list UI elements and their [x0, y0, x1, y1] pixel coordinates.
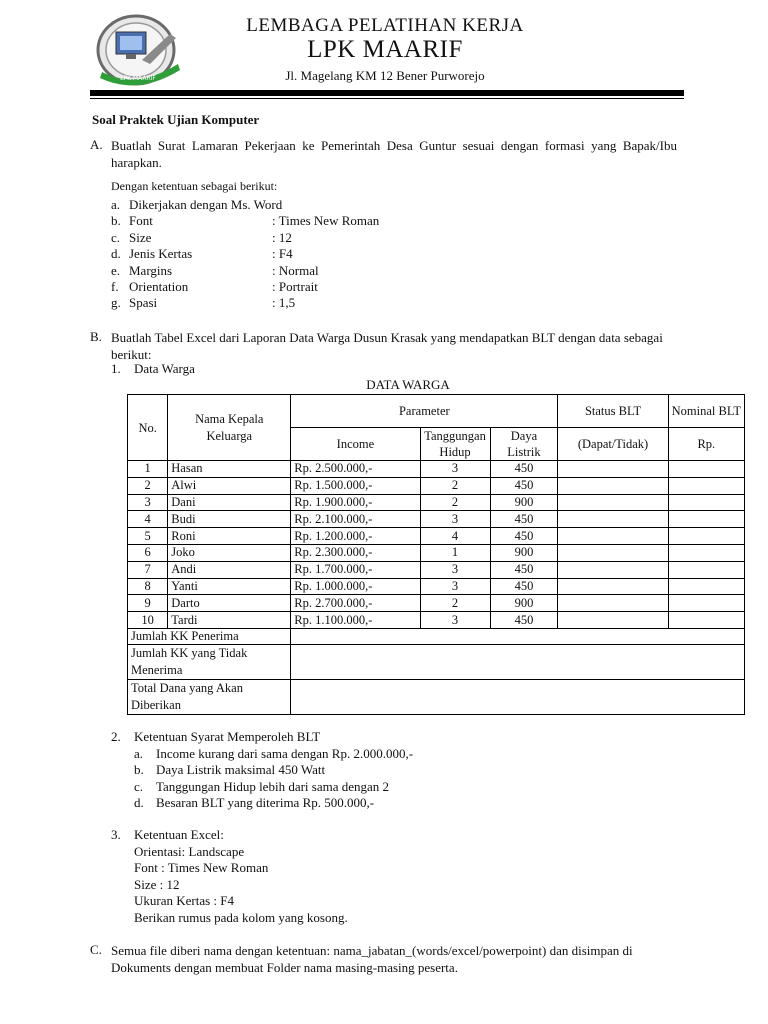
b-item2-entry-letter: c. [134, 778, 144, 794]
cell-daya: 900 [490, 595, 558, 612]
footer-penerima-value [291, 628, 745, 644]
section-b-letter: B. [90, 329, 102, 344]
cell-nama: Yanti [168, 578, 291, 595]
cell-nominal [668, 578, 744, 595]
cell-no: 8 [128, 578, 168, 595]
section-a-item-label: Spasi [129, 295, 158, 311]
header-parameter: Parameter [291, 395, 558, 428]
cell-nama: Dani [168, 494, 291, 511]
b-item2-entry [134, 794, 534, 811]
cell-nama: Darto [168, 595, 291, 612]
cell-income: Rp. 1.000.000,- [291, 578, 420, 595]
table-row [128, 595, 745, 612]
section-a-item [111, 278, 411, 295]
lpk-logo [92, 12, 188, 88]
cell-status [558, 612, 668, 629]
header-tanggungan: Tanggungan Hidup [420, 428, 490, 461]
section-a-item-value: : F4 [272, 246, 293, 262]
b-item3-line: Berikan rumus pada kolom yang kosong. [134, 909, 348, 925]
footer-total-dana: Total Dana yang Akan Diberikan [128, 679, 291, 714]
cell-tanggungan: 2 [420, 595, 490, 612]
data-warga-table [127, 394, 745, 715]
cell-nominal [668, 561, 744, 578]
table-row [128, 477, 745, 494]
cell-daya: 450 [490, 477, 558, 494]
cell-status [558, 494, 668, 511]
b-item2-entry [134, 745, 534, 762]
cell-tanggungan: 3 [420, 561, 490, 578]
cell-status [558, 578, 668, 595]
cell-status [558, 511, 668, 528]
section-a-item-value: : Portrait [272, 279, 318, 294]
cell-nama: Roni [168, 528, 291, 545]
b-item2-label: Ketentuan Syarat Memperoleh BLT [134, 729, 321, 744]
cell-no: 6 [128, 544, 168, 561]
cell-income: Rp. 1.500.000,- [291, 477, 420, 494]
section-a-text: Buatlah Surat Lamaran Pekerjaan ke Pemerintah Desa Guntur sesuai dengan formasi yang Bapak/Ibu harapkan. [111, 138, 677, 170]
table-row [128, 461, 745, 478]
cell-nama: Alwi [168, 477, 291, 494]
section-a-item-label: Font [129, 213, 153, 229]
cell-status [558, 561, 668, 578]
header-nominal: Nominal BLT [668, 395, 744, 428]
header-no: No. [128, 395, 168, 461]
table-row [128, 528, 745, 545]
cell-daya: 450 [490, 612, 558, 629]
cell-nominal [668, 528, 744, 545]
section-a-intro: Dengan ketentuan sebagai berikut: [111, 179, 278, 193]
cell-daya: 450 [490, 461, 558, 478]
b-item3-line: Ukuran Kertas : F4 [134, 893, 235, 909]
header-rule-thick [90, 90, 684, 96]
cell-daya: 900 [490, 544, 558, 561]
cell-no: 2 [128, 477, 168, 494]
cell-status [558, 477, 668, 494]
cell-daya: 450 [490, 578, 558, 595]
cell-income: Rp. 1.200.000,- [291, 528, 420, 545]
table-row [128, 578, 745, 595]
cell-nominal [668, 595, 744, 612]
section-c-text: Semua file diberi nama dengan ketentuan: nama_jabatan_(words/excel/powerpoint) dan disimpan di Dokuments dengan membuat Folder nama masing-masing peserta. [111, 943, 633, 975]
section-a-item [111, 229, 411, 246]
cell-status [558, 461, 668, 478]
address: Jl. Magelang KM 12 Bener Purworejo [285, 68, 485, 83]
section-a-item-value: : Times New Roman [272, 213, 380, 229]
cell-status [558, 595, 668, 612]
cell-nominal [668, 494, 744, 511]
cell-no: 10 [128, 612, 168, 629]
cell-no: 9 [128, 595, 168, 612]
footer-penerima: Jumlah KK Penerima [128, 628, 291, 644]
cell-nama: Andi [168, 561, 291, 578]
cell-tanggungan: 2 [420, 477, 490, 494]
section-a-item-label: Margins [129, 262, 173, 278]
cell-no: 7 [128, 561, 168, 578]
b-item3-line: Font : Times New Roman [134, 860, 269, 876]
cell-income: Rp. 1.900.000,- [291, 494, 420, 511]
cell-nominal [668, 477, 744, 494]
cell-daya: 450 [490, 561, 558, 578]
b-item2-entry-text: Income kurang dari sama dengan Rp. 2.000.000,- [156, 746, 414, 761]
cell-status [558, 544, 668, 561]
cell-nominal [668, 544, 744, 561]
cell-nominal [668, 511, 744, 528]
cell-daya: 450 [490, 528, 558, 545]
header-rule-thin [90, 98, 684, 99]
cell-no: 3 [128, 494, 168, 511]
section-a-item-letter: a. [111, 197, 121, 212]
b-item2-entry-text: Tanggungan Hidup lebih dari sama dengan 2 [156, 778, 390, 794]
b-item2-entry-letter: b. [134, 762, 144, 778]
section-a-item-value: : Normal [272, 262, 319, 278]
b-item3-label: Ketentuan Excel: [134, 827, 224, 842]
section-c-letter: C. [90, 942, 102, 957]
section-a-item-label: Orientation [129, 279, 189, 294]
cell-tanggungan: 3 [420, 578, 490, 595]
section-a-item [111, 262, 411, 279]
section-a-item-label: Size [129, 229, 152, 245]
section-a-item [111, 196, 411, 213]
cell-no: 1 [128, 461, 168, 478]
cell-nominal [668, 461, 744, 478]
header-status: Status BLT [558, 395, 668, 428]
footer-tidak-menerima-value [291, 644, 745, 679]
section-a-item-letter: c. [111, 229, 121, 245]
b-item2-entry-text: Besaran BLT yang diterima Rp. 500.000,- [156, 795, 375, 811]
cell-tanggungan: 3 [420, 511, 490, 528]
footer-tidak-menerima: Jumlah KK yang Tidak Menerima [128, 644, 291, 679]
b-item2-entry-text: Daya Listrik maksimal 450 Watt [156, 762, 326, 778]
section-a-item-label: Dikerjakan dengan Ms. Word [129, 197, 283, 212]
cell-income: Rp. 2.100.000,- [291, 511, 420, 528]
section-a-item-label: Jenis Kertas [129, 246, 193, 262]
cell-tanggungan: 2 [420, 494, 490, 511]
section-a-item-letter: e. [111, 262, 121, 278]
cell-nominal [668, 612, 744, 629]
cell-nama: Budi [168, 511, 291, 528]
section-a-item-value: : 12 [272, 229, 292, 245]
cell-income: Rp. 1.700.000,- [291, 561, 420, 578]
header-nama: Nama Kepala Keluarga [168, 395, 291, 461]
institution-name: LPK MAARIF [307, 36, 463, 63]
section-a-item-letter: b. [111, 213, 121, 229]
b-item3-num: 3. [111, 827, 121, 842]
cell-income: Rp. 2.500.000,- [291, 461, 420, 478]
cell-daya: 450 [490, 511, 558, 528]
b-item2-entry [134, 778, 534, 795]
cell-tanggungan: 1 [420, 544, 490, 561]
table-row [128, 494, 745, 511]
table-row [128, 612, 745, 629]
table-row [128, 561, 745, 578]
cell-income: Rp. 1.100.000,- [291, 612, 420, 629]
footer-total-dana-value [291, 679, 745, 714]
b-item2-entry-letter: d. [134, 795, 144, 811]
exam-title: Soal Praktek Ujian Komputer [92, 112, 260, 127]
cell-tanggungan: 4 [420, 528, 490, 545]
org-name: LEMBAGA PELATIHAN KERJA [246, 15, 524, 36]
header-daya: Daya Listrik [490, 428, 558, 461]
b-item1-num: 1. [111, 361, 121, 376]
b-item1-label: Data Warga [134, 361, 195, 376]
section-a-item-letter: d. [111, 246, 121, 262]
table-row [128, 544, 745, 561]
cell-no: 5 [128, 528, 168, 545]
b-item2-entry [134, 761, 534, 778]
section-a-item-letter: g. [111, 295, 121, 311]
b-item3-line: Size : 12 [134, 876, 180, 892]
header-nominal-sub: Rp. [668, 428, 744, 461]
b-item2-entry-letter: a. [134, 746, 144, 761]
cell-nama: Joko [168, 544, 291, 561]
cell-nama: Hasan [168, 461, 291, 478]
cell-income: Rp. 2.300.000,- [291, 544, 420, 561]
section-a-item-value: : 1,5 [272, 295, 296, 311]
table-title: DATA WARGA [366, 377, 450, 392]
cell-tanggungan: 3 [420, 612, 490, 629]
cell-daya: 900 [490, 494, 558, 511]
b-item2-num: 2. [111, 729, 121, 744]
cell-nama: Tardi [168, 612, 291, 629]
section-a-item [111, 212, 411, 229]
section-a-letter: A. [90, 137, 103, 152]
cell-income: Rp. 2.700.000,- [291, 595, 420, 612]
table-row [128, 511, 745, 528]
section-b-text: Buatlah Tabel Excel dari Laporan Data Warga Dusun Krasak yang mendapatkan BLT dengan data sebagai berikut: [111, 330, 663, 362]
svg-text:LPK MAARIF: LPK MAARIF [120, 75, 156, 82]
header-income: Income [291, 428, 420, 461]
b-item3-line: Orientasi: Landscape [134, 844, 245, 859]
section-a-item [111, 245, 411, 262]
section-a-item [111, 294, 411, 311]
header-status-sub: (Dapat/Tidak) [558, 428, 668, 461]
cell-status [558, 528, 668, 545]
cell-tanggungan: 3 [420, 461, 490, 478]
section-a-item-letter: f. [111, 279, 119, 294]
cell-no: 4 [128, 511, 168, 528]
